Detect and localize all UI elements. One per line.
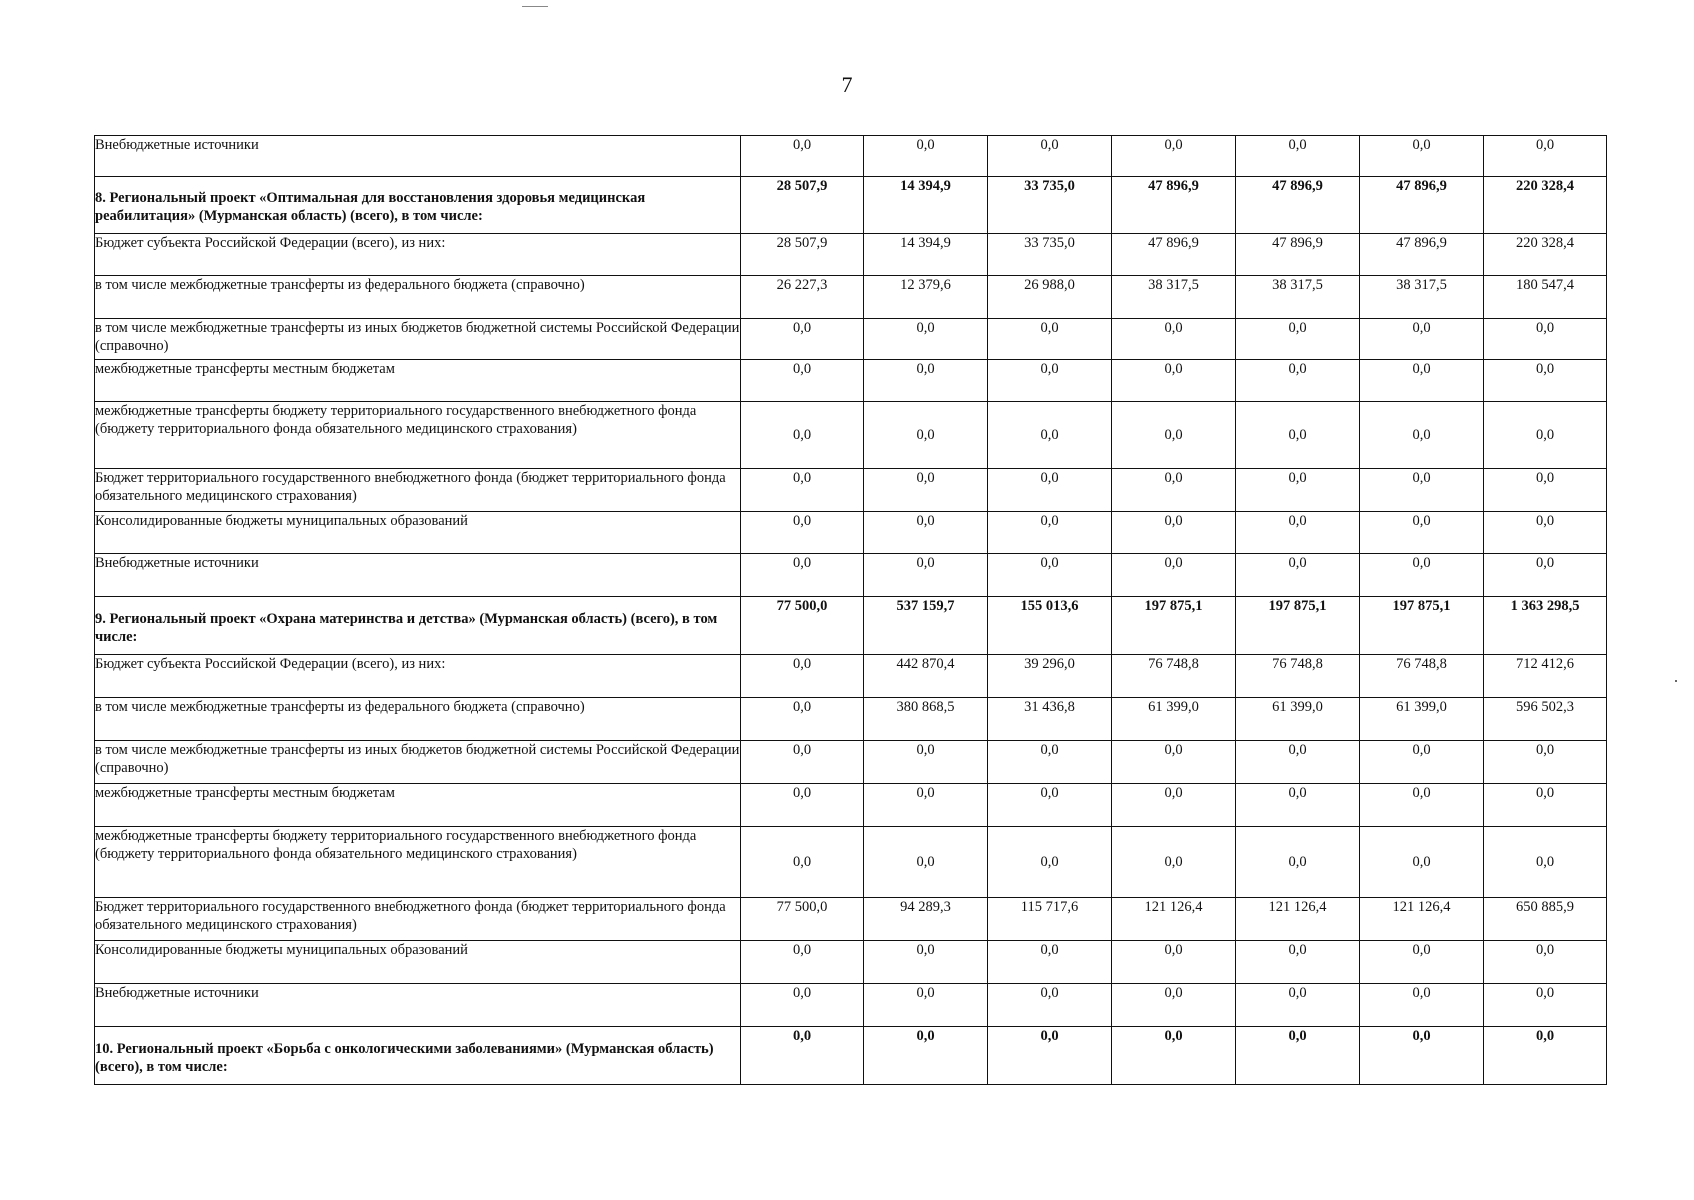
- project-label: 10. Региональный проект «Борьба с онкологическими заболеваниями» (Мурманская область) (всего), в том числе:: [95, 1027, 741, 1085]
- project-label: 9. Региональный проект «Охрана материнства и детства» (Мурманская область) (всего), в том числе:: [95, 597, 741, 655]
- value-cell: 0,0: [864, 984, 988, 1027]
- value-cell: 0,0: [1360, 784, 1484, 827]
- value-cell: 12 379,6: [864, 276, 988, 319]
- value-cell: 0,0: [741, 827, 864, 898]
- value-cell: 47 896,9: [1360, 177, 1484, 234]
- value-cell: 0,0: [1484, 827, 1607, 898]
- table-row: [95, 984, 1607, 1027]
- value-cell: 77 500,0: [741, 898, 864, 941]
- value-cell: 380 868,5: [864, 698, 988, 741]
- value-cell: 121 126,4: [1360, 898, 1484, 941]
- value-cell: 442 870,4: [864, 655, 988, 698]
- value-cell: 0,0: [741, 360, 864, 402]
- table-row: [95, 784, 1607, 827]
- value-cell: 0,0: [1236, 469, 1360, 512]
- value-cell: 31 436,8: [988, 698, 1112, 741]
- value-cell: 155 013,6: [988, 597, 1112, 655]
- value-cell: 0,0: [864, 319, 988, 360]
- value-cell: 28 507,9: [741, 234, 864, 276]
- value-cell: 0,0: [1484, 319, 1607, 360]
- value-cell: 197 875,1: [1112, 597, 1236, 655]
- table-row: [95, 360, 1607, 402]
- value-cell: 0,0: [864, 784, 988, 827]
- value-cell: 47 896,9: [1360, 234, 1484, 276]
- table-row: [95, 898, 1607, 941]
- value-cell: 0,0: [988, 784, 1112, 827]
- value-cell: 115 717,6: [988, 898, 1112, 941]
- value-cell: 0,0: [741, 469, 864, 512]
- table-row: [95, 402, 1607, 469]
- value-cell: 0,0: [1112, 136, 1236, 177]
- table-row: [95, 827, 1607, 898]
- table-row: [95, 741, 1607, 784]
- value-cell: 197 875,1: [1360, 597, 1484, 655]
- value-cell: 0,0: [988, 554, 1112, 597]
- value-cell: 0,0: [1236, 941, 1360, 984]
- value-cell: 0,0: [864, 1027, 988, 1085]
- value-cell: 596 502,3: [1484, 698, 1607, 741]
- value-cell: 121 126,4: [1236, 898, 1360, 941]
- table-row: [95, 698, 1607, 741]
- value-cell: 650 885,9: [1484, 898, 1607, 941]
- value-cell: 0,0: [1484, 984, 1607, 1027]
- value-cell: 180 547,4: [1484, 276, 1607, 319]
- value-cell: 0,0: [1112, 741, 1236, 784]
- value-cell: 14 394,9: [864, 234, 988, 276]
- row-label: Бюджет территориального государственного внебюджетного фонда (бюджет территориального фонда обязательного медицинского страхования): [95, 898, 741, 941]
- value-cell: 94 289,3: [864, 898, 988, 941]
- value-cell: 0,0: [1484, 469, 1607, 512]
- table-row: [95, 655, 1607, 698]
- row-label: Внебюджетные источники: [95, 984, 741, 1027]
- project-label: 8. Региональный проект «Оптимальная для восстановления здоровья медицинская реабилитация» (Мурманская область) (всего), в том числе:: [95, 177, 741, 234]
- value-cell: 0,0: [741, 512, 864, 554]
- value-cell: 0,0: [1360, 402, 1484, 469]
- value-cell: 61 399,0: [1360, 698, 1484, 741]
- value-cell: 0,0: [1360, 360, 1484, 402]
- row-label: межбюджетные трансферты бюджету территориального государственного внебюджетного фонда (бюджету территориального фонда обязательного медицинского страхования): [95, 827, 741, 898]
- row-label: в том числе межбюджетные трансферты из федерального бюджета (справочно): [95, 276, 741, 319]
- value-cell: 0,0: [1236, 827, 1360, 898]
- table-row: [95, 941, 1607, 984]
- value-cell: 39 296,0: [988, 655, 1112, 698]
- value-cell: 0,0: [1360, 941, 1484, 984]
- value-cell: 0,0: [1112, 1027, 1236, 1085]
- value-cell: 0,0: [864, 941, 988, 984]
- row-label: Бюджет субъекта Российской Федерации (всего), из них:: [95, 234, 741, 276]
- value-cell: 0,0: [1484, 554, 1607, 597]
- project-row: [95, 597, 1607, 655]
- row-label: Бюджет субъекта Российской Федерации (всего), из них:: [95, 655, 741, 698]
- value-cell: 0,0: [1112, 469, 1236, 512]
- value-cell: 0,0: [864, 469, 988, 512]
- value-cell: 0,0: [988, 984, 1112, 1027]
- value-cell: 0,0: [1112, 402, 1236, 469]
- row-label: межбюджетные трансферты местным бюджетам: [95, 360, 741, 402]
- value-cell: 61 399,0: [1112, 698, 1236, 741]
- value-cell: 0,0: [1484, 1027, 1607, 1085]
- value-cell: 14 394,9: [864, 177, 988, 234]
- value-cell: 26 988,0: [988, 276, 1112, 319]
- value-cell: 0,0: [741, 984, 864, 1027]
- row-label: межбюджетные трансферты местным бюджетам: [95, 784, 741, 827]
- value-cell: 0,0: [1360, 1027, 1484, 1085]
- value-cell: 47 896,9: [1236, 177, 1360, 234]
- table-row: [95, 319, 1607, 360]
- value-cell: 0,0: [988, 469, 1112, 512]
- row-label: Внебюджетные источники: [95, 554, 741, 597]
- row-label: Внебюджетные источники: [95, 136, 741, 177]
- value-cell: 0,0: [741, 554, 864, 597]
- table-row: [95, 276, 1607, 319]
- value-cell: 712 412,6: [1484, 655, 1607, 698]
- value-cell: 0,0: [988, 319, 1112, 360]
- value-cell: 0,0: [1236, 741, 1360, 784]
- value-cell: 61 399,0: [1236, 698, 1360, 741]
- row-label: межбюджетные трансферты бюджету территориального государственного внебюджетного фонда (бюджету территориального фонда обязательного медицинского страхования): [95, 402, 741, 469]
- value-cell: 0,0: [988, 360, 1112, 402]
- value-cell: 0,0: [1360, 136, 1484, 177]
- value-cell: 26 227,3: [741, 276, 864, 319]
- value-cell: 33 735,0: [988, 177, 1112, 234]
- value-cell: 47 896,9: [1112, 177, 1236, 234]
- value-cell: 76 748,8: [1112, 655, 1236, 698]
- value-cell: 0,0: [988, 136, 1112, 177]
- value-cell: 0,0: [1112, 784, 1236, 827]
- value-cell: 0,0: [1236, 360, 1360, 402]
- value-cell: 0,0: [864, 360, 988, 402]
- value-cell: 0,0: [864, 554, 988, 597]
- value-cell: 0,0: [1360, 827, 1484, 898]
- value-cell: 220 328,4: [1484, 234, 1607, 276]
- value-cell: 0,0: [1112, 941, 1236, 984]
- value-cell: 0,0: [1112, 319, 1236, 360]
- value-cell: 0,0: [1360, 554, 1484, 597]
- value-cell: 121 126,4: [1112, 898, 1236, 941]
- page-number: 7: [841, 72, 853, 97]
- value-cell: 0,0: [1236, 984, 1360, 1027]
- row-label: Консолидированные бюджеты муниципальных образований: [95, 512, 741, 554]
- value-cell: 0,0: [741, 698, 864, 741]
- scan-speck: [1675, 680, 1677, 682]
- value-cell: 0,0: [741, 319, 864, 360]
- value-cell: 0,0: [1112, 360, 1236, 402]
- value-cell: 0,0: [1360, 319, 1484, 360]
- value-cell: 0,0: [1236, 402, 1360, 469]
- value-cell: 0,0: [1236, 512, 1360, 554]
- value-cell: 47 896,9: [1236, 234, 1360, 276]
- row-label: Консолидированные бюджеты муниципальных образований: [95, 941, 741, 984]
- value-cell: 0,0: [1112, 984, 1236, 1027]
- value-cell: 0,0: [741, 655, 864, 698]
- value-cell: 0,0: [864, 402, 988, 469]
- row-label: в том числе межбюджетные трансферты из иных бюджетов бюджетной системы Российской Федерации (справочно): [95, 319, 741, 360]
- value-cell: 0,0: [1112, 554, 1236, 597]
- value-cell: 0,0: [988, 512, 1112, 554]
- budget-table: [94, 135, 1607, 1085]
- value-cell: 77 500,0: [741, 597, 864, 655]
- value-cell: 38 317,5: [1112, 276, 1236, 319]
- value-cell: 0,0: [1360, 512, 1484, 554]
- value-cell: 537 159,7: [864, 597, 988, 655]
- value-cell: 1 363 298,5: [1484, 597, 1607, 655]
- value-cell: 0,0: [741, 1027, 864, 1085]
- value-cell: 0,0: [1236, 554, 1360, 597]
- value-cell: 0,0: [1236, 319, 1360, 360]
- value-cell: 220 328,4: [1484, 177, 1607, 234]
- value-cell: 0,0: [988, 941, 1112, 984]
- table-row: [95, 512, 1607, 554]
- value-cell: 0,0: [741, 402, 864, 469]
- project-row: [95, 1027, 1607, 1085]
- value-cell: 0,0: [741, 784, 864, 827]
- value-cell: 0,0: [741, 741, 864, 784]
- value-cell: 28 507,9: [741, 177, 864, 234]
- row-label: Бюджет территориального государственного внебюджетного фонда (бюджет территориального фонда обязательного медицинского страхования): [95, 469, 741, 512]
- value-cell: 76 748,8: [1360, 655, 1484, 698]
- value-cell: 47 896,9: [1112, 234, 1236, 276]
- value-cell: 38 317,5: [1360, 276, 1484, 319]
- value-cell: 0,0: [864, 827, 988, 898]
- value-cell: 0,0: [1484, 136, 1607, 177]
- value-cell: 0,0: [1360, 469, 1484, 512]
- value-cell: 0,0: [741, 136, 864, 177]
- value-cell: 76 748,8: [1236, 655, 1360, 698]
- value-cell: 0,0: [1112, 827, 1236, 898]
- table-row: [95, 554, 1607, 597]
- value-cell: 0,0: [864, 741, 988, 784]
- row-label: в том числе межбюджетные трансферты из федерального бюджета (справочно): [95, 698, 741, 741]
- value-cell: 0,0: [1236, 1027, 1360, 1085]
- value-cell: 0,0: [1360, 741, 1484, 784]
- value-cell: 0,0: [988, 402, 1112, 469]
- row-label: в том числе межбюджетные трансферты из иных бюджетов бюджетной системы Российской Федерации (справочно): [95, 741, 741, 784]
- table-row: [95, 234, 1607, 276]
- value-cell: 0,0: [864, 512, 988, 554]
- value-cell: 0,0: [988, 1027, 1112, 1085]
- value-cell: 0,0: [1112, 512, 1236, 554]
- value-cell: 0,0: [1484, 512, 1607, 554]
- value-cell: 0,0: [988, 827, 1112, 898]
- top-rule: [522, 6, 548, 7]
- value-cell: 197 875,1: [1236, 597, 1360, 655]
- value-cell: 0,0: [1484, 360, 1607, 402]
- value-cell: 0,0: [741, 941, 864, 984]
- value-cell: 0,0: [1360, 984, 1484, 1027]
- value-cell: 38 317,5: [1236, 276, 1360, 319]
- value-cell: 33 735,0: [988, 234, 1112, 276]
- value-cell: 0,0: [1236, 784, 1360, 827]
- value-cell: 0,0: [1484, 741, 1607, 784]
- value-cell: 0,0: [1484, 402, 1607, 469]
- value-cell: 0,0: [988, 741, 1112, 784]
- project-row: [95, 177, 1607, 234]
- value-cell: 0,0: [1484, 941, 1607, 984]
- value-cell: 0,0: [1484, 784, 1607, 827]
- value-cell: 0,0: [864, 136, 988, 177]
- value-cell: 0,0: [1236, 136, 1360, 177]
- table-row: [95, 469, 1607, 512]
- table-row: [95, 136, 1607, 177]
